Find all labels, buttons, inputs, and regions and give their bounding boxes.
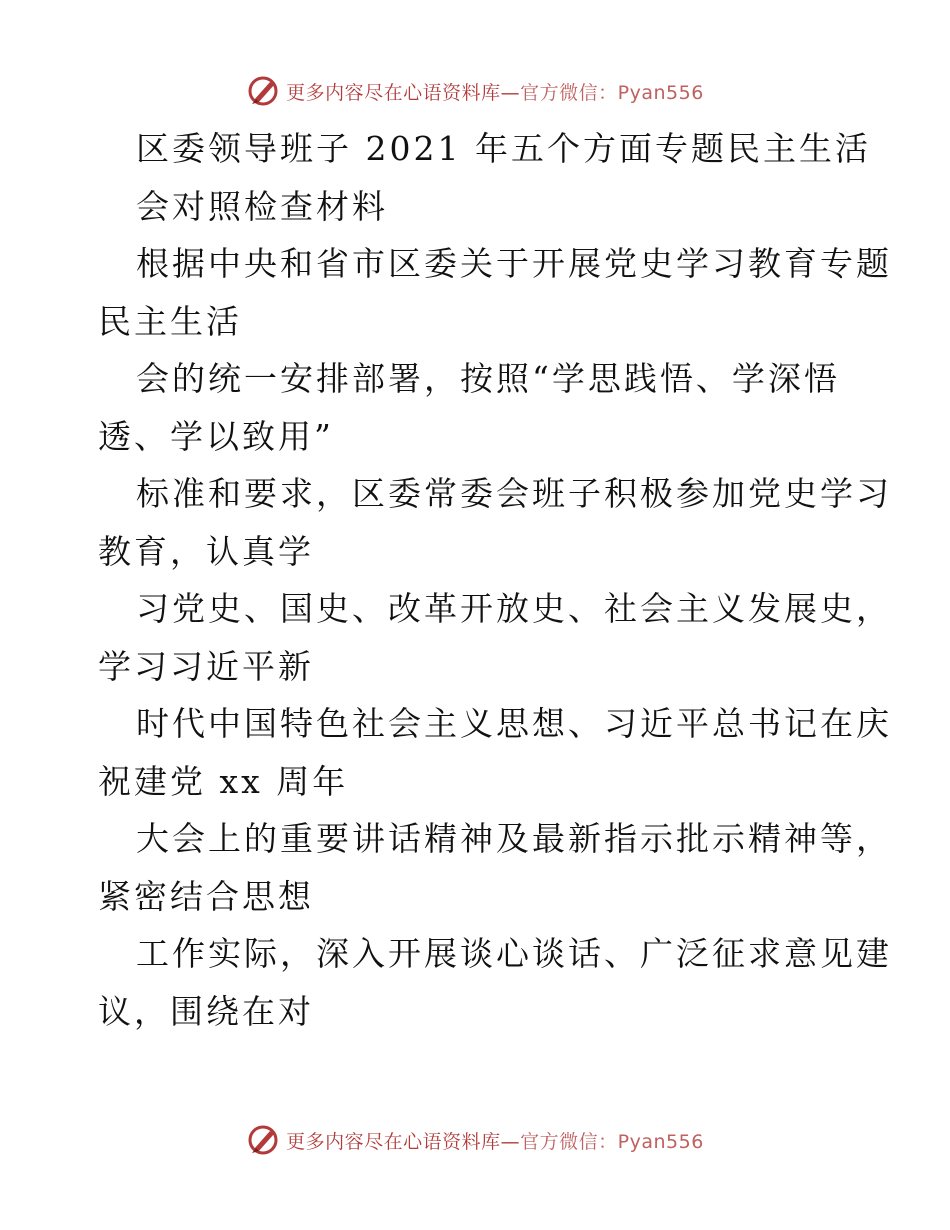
doc-text-line: 标准和要求，区委常委会班子积极参加党史学习 [136, 474, 892, 513]
doc-text-line: 祝建党 xx 周年 [98, 761, 349, 801]
doc-text-line: 教育，认真学 [98, 531, 314, 571]
watermark-text: 更多内容尽在心语资料库—官方微信：Pyan556 [286, 1130, 704, 1153]
doc-text-line: 工作实际，深入开展谈心谈话、广泛征求意见建 [136, 934, 892, 973]
document-body [98, 120, 892, 1040]
doc-text-line: 学习习近平新 [98, 646, 314, 686]
header-watermark [0, 71, 950, 111]
doc-text-line: 大会上的重要讲话精神及最新指示批示精神等， [136, 819, 892, 858]
doc-text-line: 紧密结合思想 [98, 876, 314, 916]
doc-title-line-1: 区委领导班子 2021 年五个方面专题民主生活 [136, 129, 871, 168]
doc-text-line: 透、学以致用” [98, 416, 334, 456]
pen-logo-icon [246, 1123, 280, 1157]
doc-text-line: 议，围绕在对 [98, 991, 314, 1031]
doc-text-line: 时代中国特色社会主义思想、习近平总书记在庆 [136, 704, 892, 743]
doc-text-line: 会的统一安排部署，按照“学思践悟、学深悟 [136, 359, 840, 398]
doc-text-line: 根据中央和省市区委关于开展党史学习教育专题 [136, 244, 892, 283]
pen-logo-icon [246, 74, 280, 108]
doc-title-line-2: 会对照检查材料 [136, 186, 388, 226]
watermark-text: 更多内容尽在心语资料库—官方微信：Pyan556 [286, 81, 704, 104]
doc-text-line: 民主生活 [98, 301, 242, 341]
footer-watermark [0, 1120, 950, 1160]
doc-text-line: 习党史、国史、改革开放史、社会主义发展史， [136, 589, 892, 628]
